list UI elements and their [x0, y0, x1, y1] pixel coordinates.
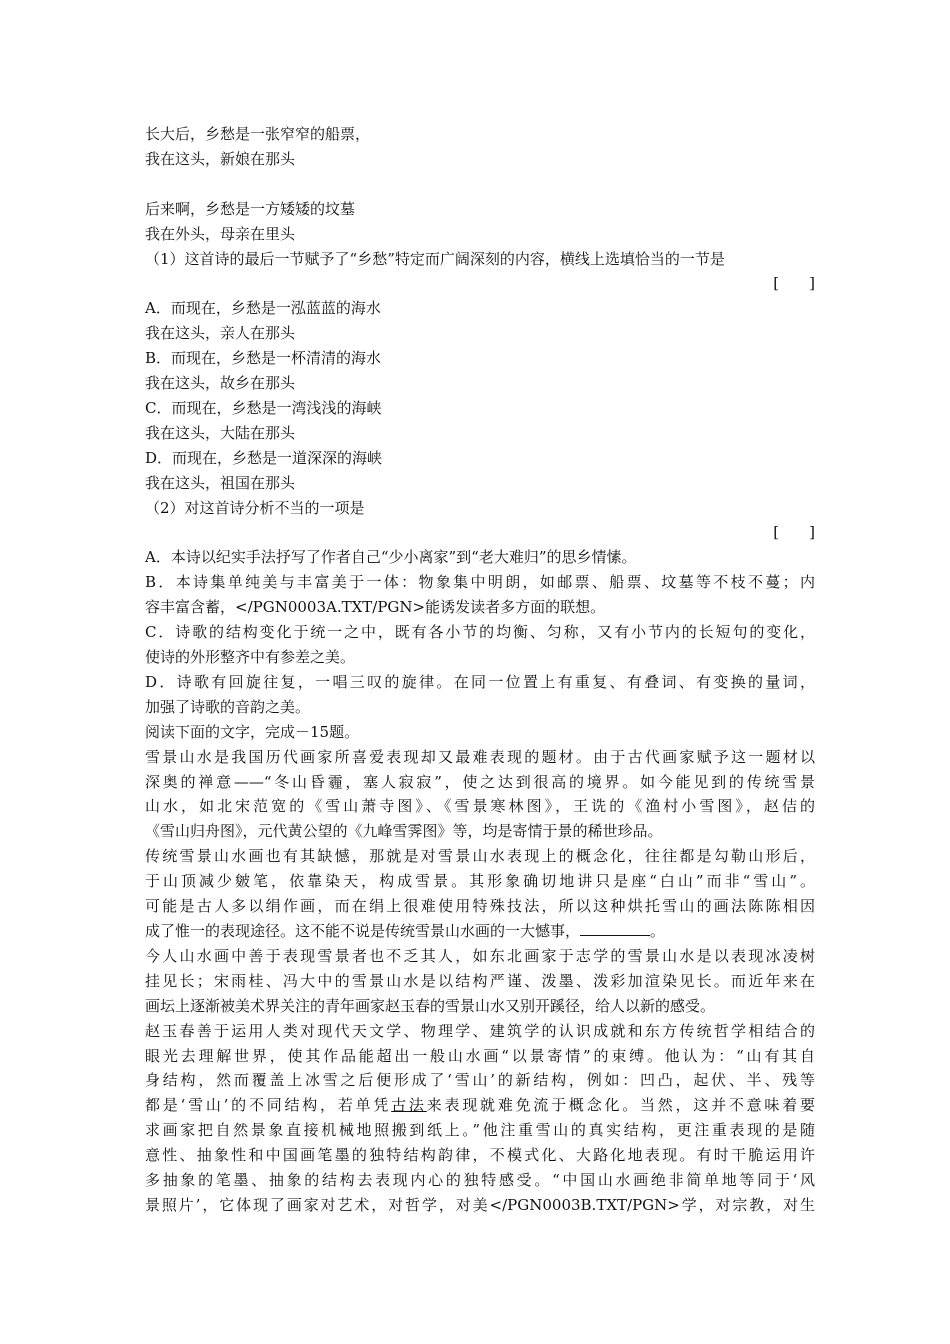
- reading-intro: 阅读下面的文字，完成－15题。: [145, 722, 360, 741]
- option-d-line-1: D．而现在，乡愁是一道深深的海峡: [145, 448, 383, 467]
- paragraph-line: 雪景山水是我国历代画家所喜爱表现却又最难表现的题材。由于古代画家赋予这一题材以: [145, 747, 815, 766]
- option-b-line-1: B．本诗集单纯美与丰富美于一体：物象集中明朗，如邮票、船票、坟墓等不枝不蔓；内: [145, 573, 815, 592]
- paragraph-line: 多抽象的笔墨、抽象的结构去表现内心的独特感受。“中国山水画绝非简单地等同于‘风: [145, 1171, 815, 1190]
- paragraph-line: 《雪山归舟图》，元代黄公望的《九峰雪霁图》等，均是寄情于景的稀世珍品。: [145, 822, 663, 841]
- option-a-line-2: 我在这头，亲人在那头: [145, 324, 296, 343]
- option-b-line-2: 我在这头，故乡在那头: [145, 374, 296, 393]
- answer-bracket: [ ]: [773, 274, 815, 293]
- paragraph-line: 眼光去理解世界，使其作品能超出一般山水画“以景寄情”的束缚。他认为：“山有其自: [145, 1046, 815, 1065]
- paragraph-line: 赵玉春善于运用人类对现代天文学、物理学、建筑学的认识成就和东方传统哲学相结合的: [145, 1021, 815, 1040]
- paragraph-line: 景照片’，它体现了画家对艺术，对哲学，对美</PGN0003B.TXT/PGN>学，对宗教，对生: [145, 1195, 815, 1214]
- paragraph-line: 挂见长；宋雨桂、冯大中的雪景山水是以结构严谨、泼墨、泼彩加渲染见长。而近年来在: [145, 971, 815, 990]
- answer-bracket: [ ]: [773, 523, 815, 542]
- poem-line: 后来啊，乡愁是一方矮矮的坟墓: [145, 199, 356, 218]
- option-c-line-2: 使诗的外形整齐中有参差之美。: [145, 648, 356, 667]
- underlined-word: 古法: [391, 1096, 427, 1115]
- paragraph-line: 山水，如北宋范宽的《雪山萧寺图》、《雪景寒林图》，王诜的《渔村小雪图》，赵佶的: [145, 797, 815, 816]
- paragraph-text: 成了惟一的表现途径。这不能不说是传统雪景山水画的一大憾事，: [145, 921, 581, 940]
- option-b-line-2: 容丰富含蓄，</PGN0003A.TXT/PGN>能诱发读者多方面的联想。: [145, 598, 606, 617]
- option-c-line-1: C．而现在，乡愁是一湾浅浅的海峡: [145, 398, 382, 417]
- option-d-line-2: 我在这头，祖国在那头: [145, 473, 296, 492]
- paragraph-text: 都是‘雪山’的不同结构，若单凭: [145, 1096, 392, 1115]
- question-2-stem: （2）对这首诗分析不当的一项是: [145, 498, 365, 517]
- poem-line: 长大后，乡愁是一张窄窄的船票，: [145, 125, 371, 143]
- option-a-line-1: A．而现在，乡愁是一泓蓝蓝的海水: [145, 299, 381, 318]
- fill-in-blank: [580, 919, 650, 936]
- option-c-line-2: 我在这头，大陆在那头: [145, 423, 296, 442]
- poem-line: 我在这头，新娘在那头: [145, 149, 296, 168]
- poem-line: 我在外头，母亲在里头: [145, 224, 296, 243]
- paragraph-line: 画坛上逐渐被美术界关注的青年画家赵玉春的雪景山水又别开蹊径，给人以新的感受。: [145, 996, 716, 1015]
- paragraph-text: 。: [650, 921, 666, 940]
- paragraph-text: 来表现就难免流于概念化。当然，这并不意味着要: [426, 1096, 815, 1115]
- paragraph-line: 求画家把自然景象直接机械地照搬到纸上。”他注重雪山的真实结构，更注重表现的是随: [145, 1121, 815, 1140]
- paragraph-line: 意性、抽象性和中国画笔墨的独特结构韵律，不模式化、大路化地表现。有时干脆运用许: [145, 1146, 815, 1165]
- paragraph-line: [145, 919, 815, 944]
- paragraph-line: 传统雪景山水画也有其缺憾，那就是对雪景山水表现上的概念化，往往都是勾勒山形后，: [145, 847, 815, 866]
- paragraph-line: 深奥的禅意——“冬山昏霾，塞人寂寂”，使之达到很高的境界。如今能见到的传统雪景: [145, 772, 815, 791]
- option-c-line-1: C．诗歌的结构变化于统一之中，既有各小节的均衡、匀称，又有小节内的长短句的变化，: [145, 623, 815, 642]
- paragraph-line: [145, 1093, 815, 1118]
- paragraph-line: 身结构，然而覆盖上冰雪之后便形成了‘雪山’的新结构，例如：凹凸，起伏、半、残等: [145, 1071, 815, 1090]
- option-d-line-2: 加强了诗歌的音韵之美。: [145, 697, 311, 716]
- blank-line: [145, 172, 815, 197]
- paragraph-line: 今人山水画中善于表现雪景者也不乏其人，如东北画家于志学的雪景山水是以表现冰凌树: [145, 946, 815, 965]
- document-body: [145, 122, 815, 1218]
- paragraph-line: 于山顶减少皴笔，依靠染天，构成雪景。其形象确切地讲只是座“白山”而非“雪山”。: [145, 872, 815, 891]
- option-d-line-1: D．诗歌有回旋往复，一唱三叹的旋律。在同一位置上有重复、有叠词、有变换的量词，: [145, 672, 815, 691]
- question-1-stem: （1）这首诗的最后一节赋予了“乡愁”特定而广阔深刻的内容，横线上选填恰当的一节是: [145, 249, 725, 268]
- option-a: A．本诗以纪实手法抒写了作者自己“少小离家”到“老大难归”的思乡情愫。: [145, 548, 637, 567]
- paragraph-line: 可能是古人多以绢作画，而在绢上很难使用特殊技法，所以这种烘托雪山的画法陈陈相因: [145, 897, 815, 916]
- option-b-line-1: B．而现在，乡愁是一杯清清的海水: [145, 349, 382, 368]
